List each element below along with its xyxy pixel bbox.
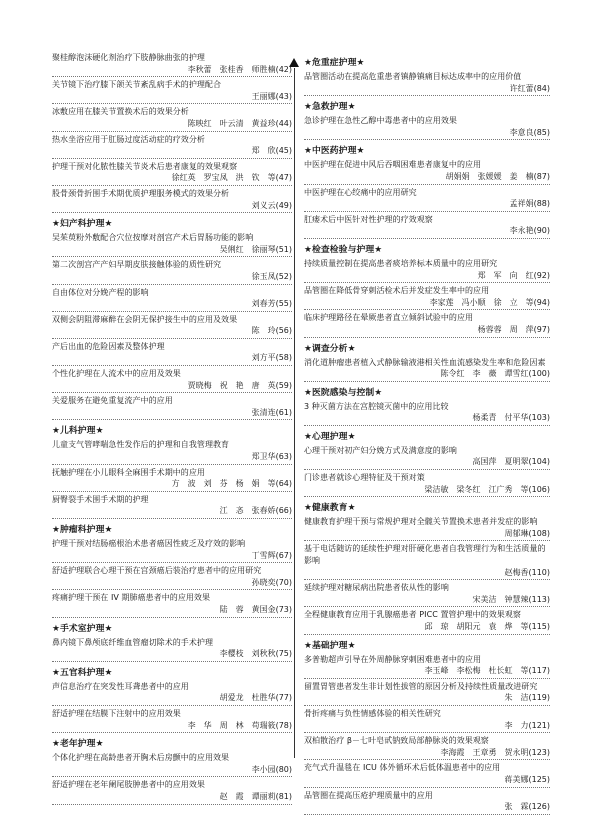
article-title: 关节镜下治疗膝下颌关节紊乱病手术的护理配合 <box>52 80 222 90</box>
article-authors-page: 蒋美娜(125) <box>304 774 550 788</box>
toc-entry[interactable] <box>52 232 292 257</box>
toc-entry[interactable] <box>304 735 550 760</box>
toc-entry[interactable] <box>52 368 292 393</box>
article-title: 急诊护理在急性乙醇中毒患者中的应用效果 <box>304 116 457 126</box>
section-heading: ★危重症护理★ <box>304 58 365 68</box>
toc-entry[interactable] <box>304 401 550 426</box>
section-heading: ★急救护理★ <box>304 102 356 113</box>
toc-entry[interactable] <box>52 592 292 617</box>
toc-entry[interactable] <box>304 472 550 497</box>
article-authors-page: 刘义云(49) <box>52 200 292 214</box>
article-authors-page: 李小园(80) <box>52 764 292 778</box>
article-title: 全程健康教育应用于乳腺癌患者 PICC 置管护理中的效果观察 <box>304 610 521 620</box>
article-title: 自由体位对分娩产程的影响 <box>52 287 149 297</box>
article-authors-page: 宋美洁 钟慧辣(113) <box>304 594 550 608</box>
article-authors-page: 郑卫华(63) <box>52 451 292 465</box>
toc-left-column <box>52 52 292 807</box>
section-heading: ★五官科护理★ <box>52 667 113 678</box>
toc-entry[interactable] <box>304 214 550 239</box>
article-authors-page: 贾晓梅 祝 艳 唐 英(59) <box>52 380 292 394</box>
article-authors-page: 刘方平(58) <box>52 352 292 366</box>
article-authors-page: 陈映红 叶云清 黄益珍(44) <box>52 118 292 132</box>
article-title: 关爱服务在避免重复流产中的应用 <box>52 396 173 406</box>
article-authors-page: 孟祥娟(88) <box>304 198 550 212</box>
toc-entry[interactable] <box>304 762 550 787</box>
article-title: 声信息治疗在突发性耳聋患者中的应用 <box>52 681 189 691</box>
article-authors-page: 丁雪辉(67) <box>52 550 292 564</box>
article-authors-page: 李 华 周 林 苟瑞筱(78) <box>52 720 292 734</box>
article-title: 中医护理在促进中风后吞咽困难患者康复中的应用 <box>304 160 482 170</box>
section-heading: ★调查分析★ <box>304 343 356 354</box>
section-heading: ★手术室护理★ <box>52 623 113 634</box>
article-authors-page: 李 力(121) <box>304 720 550 734</box>
article-title: 鼻内镜下鼻颅底纤维血管瘤切除术的手术护理 <box>52 637 213 647</box>
section-heading: ★老年护理★ <box>52 739 104 750</box>
article-authors-page: 陈令红 李 薇 谭雪红(100) <box>304 368 550 382</box>
toc-entry[interactable] <box>304 159 550 184</box>
article-title: 第二次剖宫产产妇早期皮肤接触体验的质性研究 <box>52 260 222 270</box>
toc-entry[interactable] <box>304 609 550 634</box>
toc-entry[interactable] <box>304 708 550 733</box>
toc-entry[interactable] <box>304 681 550 706</box>
article-title: 护理干预对结肠癌根治术患者癌因性疲乏及疗效的影响 <box>52 539 246 548</box>
article-title: 产后出血的危险因素及整体护理 <box>52 341 165 351</box>
article-title: 儿童支气管哮喘急性发作后的护理和自我管理教育 <box>52 440 230 450</box>
article-title: 品管圈在提高压疮护理质量中的应用 <box>304 790 433 800</box>
article-title: 中医护理在心绞痛中的应用研究 <box>304 187 417 197</box>
article-title: 股骨颈骨折围手术期优质护理服务模式的效果分析 <box>52 188 230 198</box>
article-authors-page: 胡娟娟 张媛媛 姜 楠(87) <box>304 171 550 185</box>
toc-entry[interactable] <box>52 494 292 519</box>
toc-entry[interactable] <box>52 259 292 284</box>
article-title: 品管圈在降低骨穿刺活检术后并发症发生率中的应用 <box>304 286 490 296</box>
article-title: 双侧会阴阻滞麻醉在会阴无保护接生中的应用及效果 <box>52 314 238 324</box>
article-authors-page: 张清连(61) <box>52 407 292 421</box>
article-authors-page: 朱 洁(119) <box>304 692 550 706</box>
article-title: 门诊患者就诊心理特征及干预对策 <box>304 473 425 483</box>
article-authors-page: 方 波 刘 芬 杨 娟 等(64) <box>52 478 292 492</box>
article-authors-page: 赵梅香(110) <box>304 567 550 581</box>
article-authors-page: 王丽娜(43) <box>52 91 292 105</box>
article-title: 抚触护理在小儿眼科全麻围手术期中的应用 <box>52 467 205 477</box>
toc-entry[interactable] <box>304 187 550 212</box>
article-authors-page: 李永艳(90) <box>304 225 550 239</box>
toc-entry[interactable] <box>304 312 550 337</box>
toc-entry[interactable] <box>52 52 292 77</box>
article-title: 冰敷应用在膝关节置换术后的效果分析 <box>52 107 189 117</box>
article-title: 持续质量控制在提高患者痰培养标本质量中的应用研究 <box>304 258 498 268</box>
article-title: 个性化护理在人流术中的应用及效果 <box>52 369 181 379</box>
toc-entry[interactable] <box>52 779 292 804</box>
article-authors-page: 陈 玲(56) <box>52 325 292 339</box>
article-title: 护理干预对化脓性膝关节炎术后患者康复的效果观察 <box>52 161 238 171</box>
article-authors-page: 李玉峰 李松梅 杜长虹 等(117) <box>304 665 550 679</box>
toc-entry[interactable] <box>304 357 550 382</box>
toc-entry[interactable] <box>52 161 292 186</box>
toc-entry[interactable] <box>52 341 292 366</box>
toc-entry[interactable] <box>304 285 550 310</box>
article-authors-page: 杨柔青 付平华(103) <box>304 412 550 426</box>
toc-entry[interactable] <box>52 106 292 131</box>
toc-entry[interactable] <box>304 258 550 283</box>
article-authors-page: 郑 欣(45) <box>52 145 292 159</box>
article-title: 留置胃管患者发生非计划性拔管的原因分析及持续性质量改进研究 <box>304 681 538 691</box>
toc-entry[interactable] <box>52 565 292 590</box>
toc-entry[interactable] <box>52 681 292 706</box>
toc-entry[interactable] <box>52 637 292 662</box>
article-authors-page: 周郁琳(108) <box>304 528 550 542</box>
article-authors-page: 李家莲 冯小顺 徐 立 等(94) <box>304 297 550 311</box>
article-title: 疼痛护理干预在 IV 期肺癌患者中的应用效果 <box>52 593 211 603</box>
toc-entry[interactable] <box>304 582 550 607</box>
article-authors-page: 许红蕾(84) <box>304 83 550 97</box>
article-authors-page: 李海霞 王章勇 贺永明(123) <box>304 747 550 761</box>
article-authors-page: 江 忞 张春娇(66) <box>52 505 292 519</box>
article-authors-page: 胡爱龙 杜胜华(77) <box>52 692 292 706</box>
article-authors-page: 徐红英 罗宝凤 洪 钦 等(47) <box>52 172 292 186</box>
article-title: 舒适护理在老年阑尾肢肿患者中的应用效果 <box>52 780 205 790</box>
toc-entry[interactable] <box>304 115 550 140</box>
article-authors-page: 李樱枝 刘秋秋(75) <box>52 648 292 662</box>
toc-entry[interactable] <box>52 79 292 104</box>
toc-entry[interactable] <box>304 71 550 96</box>
toc-entry[interactable] <box>52 752 292 777</box>
section-heading: ★心理护理★ <box>304 431 356 442</box>
article-authors-page: 杨蓉蓉 周 萍(97) <box>304 324 550 338</box>
article-authors-page: 梁洁敏 梁冬红 江广秀 等(106) <box>304 484 550 498</box>
article-title: 充气式升温毯在 ICU 体外循环术后低体温患者中的应用 <box>304 763 501 773</box>
article-title: 健康教育护理干预与常规护理对全髋关节置换术患者并发症的影响 <box>304 517 538 527</box>
toc-entry[interactable] <box>52 134 292 159</box>
article-title: 多普勒超声引导在外周静脉穿刺困难患者中的应用 <box>304 654 482 664</box>
toc-entry[interactable] <box>52 708 292 733</box>
article-title: 厨臀裂手术围手术期的护理 <box>52 494 149 504</box>
toc-entry[interactable] <box>52 314 292 339</box>
article-authors-page: 李意良(85) <box>304 127 550 141</box>
toc-entry[interactable] <box>52 287 292 312</box>
article-authors-page: 郑 军 向 红(92) <box>304 270 550 284</box>
article-authors-page: 高国萍 夏明翠(104) <box>304 456 550 470</box>
article-title: 舒适护理联合心理干预在宫颈癌后装治疗患者中的应用研究 <box>52 566 262 576</box>
article-title: 聚桂醇泡沫硬化剂治疗下肢静脉曲张的护理 <box>52 53 205 62</box>
article-authors-page: 孙晓奕(70) <box>52 577 292 591</box>
toc-entry[interactable] <box>304 654 550 679</box>
article-title: 临床护理路径在晕厥患者直立倾斜试验中的应用 <box>304 313 474 323</box>
section-heading: ★健康教育★ <box>304 503 356 514</box>
toc-entry[interactable] <box>52 538 292 563</box>
toc-entry[interactable] <box>304 790 550 815</box>
column-divider <box>294 68 295 758</box>
article-title: 吴茱萸粉外敷配合穴位按摩对剖宫产术后胃肠功能的影响 <box>52 233 254 243</box>
article-title: 基于电话随访的延续性护理对肝硬化患者自我管理行为和生活质量的影响 <box>304 544 546 566</box>
toc-entry[interactable] <box>304 516 550 541</box>
toc-right-column <box>304 52 550 817</box>
section-heading: ★妇产科护理★ <box>52 219 113 230</box>
article-title: 品管圈活动在提高危重患者镇静镇痛目标达成率中的应用价值 <box>304 72 522 81</box>
article-title: 热水坐浴应用于肛肠过度活动症的疗效分析 <box>52 134 205 144</box>
article-title: 消化道肿瘤患者植入式静脉输液港相关性血流感染发生率和危险因素 <box>304 357 546 367</box>
article-authors-page: 陆 蓉 黄国金(73) <box>52 604 292 618</box>
article-title: 骨折疼痛与负性情感体验的相关性研究 <box>304 708 441 718</box>
toc-entry[interactable] <box>52 395 292 420</box>
toc-entry[interactable] <box>52 188 292 213</box>
section-heading: ★中医药护理★ <box>304 146 365 157</box>
article-title: 3 种灭菌方法在宫腔镜灭菌中的应用比较 <box>304 401 449 411</box>
article-title: 舒适护理在结膜下注射中的应用效果 <box>52 708 181 718</box>
article-authors-page: 李秋蕾 张桂香 师胜楠(42) <box>52 64 292 78</box>
article-authors-page: 赵 霞 谭丽莉(81) <box>52 791 292 805</box>
toc-entry[interactable] <box>52 439 292 464</box>
article-authors-page: 徐玉凤(52) <box>52 271 292 285</box>
article-authors-page: 邱 琼 胡阳元 袁 烨 等(115) <box>304 621 550 635</box>
article-title: 心理干预对初产妇分娩方式及满意度的影响 <box>304 445 457 455</box>
toc-entry[interactable] <box>52 467 292 492</box>
article-authors-page: 张 霖(126) <box>304 801 550 815</box>
article-title: 个体化护理在高龄患者开胸术后房颤中的应用效果 <box>52 753 230 763</box>
section-heading: ★检查检验与护理★ <box>304 244 383 255</box>
section-heading: ★基础护理★ <box>304 640 356 651</box>
article-title: 双柏散治疗 β－七叶皂甙钠致局部静脉炎的效果观察 <box>304 736 489 746</box>
article-authors-page: 吴俐红 徐丽琴(51) <box>52 244 292 258</box>
section-heading: ★医院感染与控制★ <box>304 387 383 398</box>
article-authors-page: 刘春芳(55) <box>52 298 292 312</box>
toc-entry[interactable] <box>304 543 550 580</box>
article-title: 延续护理对糖尿病出院患者依从性的影响 <box>304 583 449 593</box>
article-title: 肛瘘术后中医针对性护理的疗效观察 <box>304 214 433 224</box>
section-heading: ★肿瘤科护理★ <box>52 525 113 535</box>
toc-entry[interactable] <box>304 445 550 470</box>
section-heading: ★儿科护理★ <box>52 426 104 437</box>
